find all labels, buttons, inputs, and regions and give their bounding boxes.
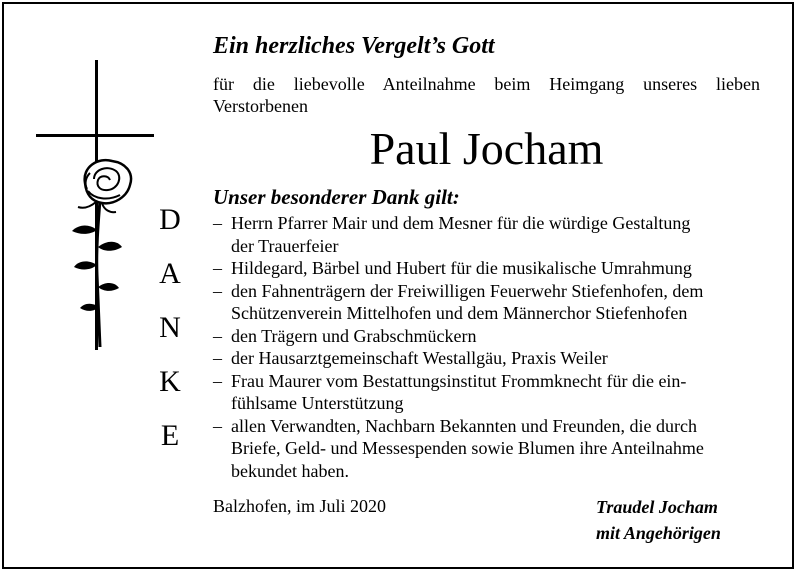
list-item-line: den Trägern und Grabschmückern: [231, 325, 477, 346]
signature-name: Traudel Jocham: [596, 497, 718, 517]
list-item-line: Frau Maurer vom Bestattungsinstitut Frommknecht für die ein-: [231, 370, 687, 391]
danke-letter: K: [159, 365, 181, 398]
place-date: Balzhofen, im Juli 2020: [213, 496, 386, 516]
list-item: [213, 347, 760, 370]
intro-text: [213, 73, 760, 117]
list-item: [213, 212, 760, 257]
deceased-name: Paul Jocham: [369, 123, 604, 174]
dash-bullet: –: [213, 370, 222, 391]
intro-line: für die liebevolle Anteilnahme beim Heimgang unseres lieben: [213, 74, 760, 94]
danke-letter: D: [159, 203, 181, 236]
danke-vertical-word: [150, 205, 190, 475]
list-item: [213, 280, 760, 325]
danke-letter: A: [159, 257, 181, 290]
dash-bullet: –: [213, 415, 222, 436]
thanks-list: [213, 212, 760, 482]
list-item-line: Briefe, Geld- und Messespenden sowie Blumen ihre Anteilnahme: [231, 438, 704, 458]
rose-icon: [60, 155, 155, 350]
list-item: [213, 370, 760, 415]
danke-letter: E: [160, 419, 180, 452]
list-item-line: der Trauerfeier: [231, 235, 339, 256]
danke-letter: N: [159, 311, 181, 344]
headline: Ein herzliches Vergelt’s Gott: [213, 33, 495, 59]
list-item-line: der Hausarztgemeinschaft Westallgäu, Praxis Weiler: [231, 348, 608, 368]
list-item: [213, 325, 760, 348]
list-item-line: allen Verwandten, Nachbarn Bekannten und Freunden, die durch: [231, 415, 698, 436]
list-item-line: Herrn Pfarrer Mair und dem Mesner für die würdige Gestaltung: [231, 213, 691, 233]
dash-bullet: –: [213, 325, 222, 346]
list-item-line: Schützenverein Mittelhofen und dem Männerchor Stiefenhofen: [231, 303, 688, 323]
thanks-heading: Unser besonderer Dank gilt:: [213, 185, 460, 209]
dash-bullet: –: [213, 213, 222, 233]
dash-bullet: –: [213, 280, 222, 301]
list-item-line: bekundet haben.: [231, 460, 349, 481]
list-item-line: Hildegard, Bärbel und Hubert für die musikalische Umrahmung: [231, 258, 692, 278]
dash-bullet: –: [213, 348, 222, 368]
dash-bullet: –: [213, 258, 222, 278]
list-item-line: fühlsame Unterstützung: [231, 393, 404, 413]
cross-beam: [36, 134, 154, 137]
intro-line: Verstorbenen: [213, 96, 308, 116]
list-item: [213, 415, 760, 483]
list-item: [213, 257, 760, 280]
list-item-line: den Fahnenträgern der Freiwilligen Feuerwehr Stiefenhofen, dem: [231, 280, 704, 301]
signature-family: mit Angehörigen: [596, 523, 721, 543]
signature: [596, 494, 721, 546]
